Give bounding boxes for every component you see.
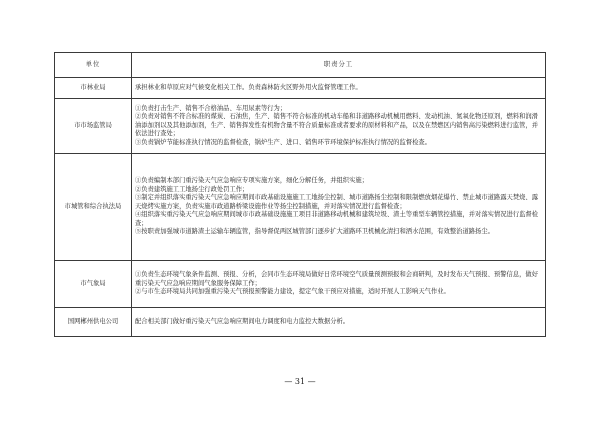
duty-line: ④组织落实重污染天气应急响应期间城市市政基础设施施工项目非道路移动机械和建筑垃圾、渣土等重型车辆管控措施，并对落实情况进行监督检查； <box>135 211 538 227</box>
table-row <box>55 154 546 261</box>
table-row <box>55 99 546 154</box>
duty-line: 配合相关部门做好重污染天气应急响应期间电力调度和电力监控大数据分析。 <box>135 317 350 325</box>
duty-line: 承担林业和草原应对气候变化相关工作。负责森林防火区野外用火监督管理工作。 <box>135 83 362 91</box>
duty-cell <box>132 99 546 154</box>
unit-cell: 市城管和综合执法局 <box>55 154 132 261</box>
duty-table <box>54 52 546 337</box>
duty-line: ③负责锅炉节能标准执行情况的监督检查，锅炉生产、进口、销售环节环境保护标准执行情况的监督检查。 <box>135 138 431 146</box>
duty-line: ①负责生态环境气象条件监测、预报、分析，会同市生态环境局做好日常环境空气质量预测预报和会商研判，及时发布天气预报、预警信息，做好重污染天气应急响应期间气象服务保障工作； <box>135 271 538 287</box>
duty-line: ②负责对销售不符合标准的煤炭、石油焦，生产、销售不符合标准的机动车船和非道路移动机械用燃料、发动机油、氮氧化物还原剂，燃料和润滑油添加剂以及其他添加剂，生产、销售挥发性有机物含量不符合质量标准或者要求的原材料和产品，以及在禁燃区内销售高污染燃料进行监管，并依法进行查处； <box>135 113 538 138</box>
header-duty: 职责分工 <box>132 53 546 78</box>
unit-cell: 市市场监管局 <box>55 99 132 154</box>
table-row <box>55 308 546 337</box>
unit-cell: 国网郴州供电公司 <box>55 308 132 337</box>
duty-line: ①负责编制本部门重污染天气应急响应专项实施方案，细化分解任务，并组织实施； <box>135 176 368 184</box>
duty-line: ⑤按职责加强城市道路渣土运输车辆监管，指导督促两区城管部门逐步扩大道路环卫机械化清扫和洒水范围，有效整治道路扬尘。 <box>135 228 494 236</box>
table-row <box>55 261 546 308</box>
unit-cell: 市林业局 <box>55 78 132 99</box>
duty-line: ②负责建筑施工工地扬尘行政处罚工作； <box>135 185 249 193</box>
header-unit: 单位 <box>55 53 132 78</box>
duty-cell <box>132 78 546 99</box>
duty-line: ②与市生态环境局共同加强重污染天气预报预警能力建设，提定气象干预应对措施，适时开展人工影响天气作业。 <box>135 288 450 296</box>
duty-line: ①负责打击生产、销售不合格油品、车用尿素等行为； <box>135 104 287 112</box>
duty-line: ③制定并组织落实重污染天气应急响应期间市政基础设施施工工地扬尘控制、城市道路扬尘控制和限制燃放烟花爆竹、禁止城市道路露天焚烧、露天烧烤实施方案，负责实施市政道路桥梁设施作业等扬尘控制措施，并对落实情况进行监督检查； <box>135 194 538 210</box>
unit-cell: 市气象局 <box>55 261 132 308</box>
table-row <box>55 78 546 99</box>
table-header-row <box>55 53 546 78</box>
duty-cell <box>132 261 546 308</box>
duty-cell <box>132 308 546 337</box>
duty-cell <box>132 154 546 261</box>
page-number: — 31 — <box>284 377 316 386</box>
